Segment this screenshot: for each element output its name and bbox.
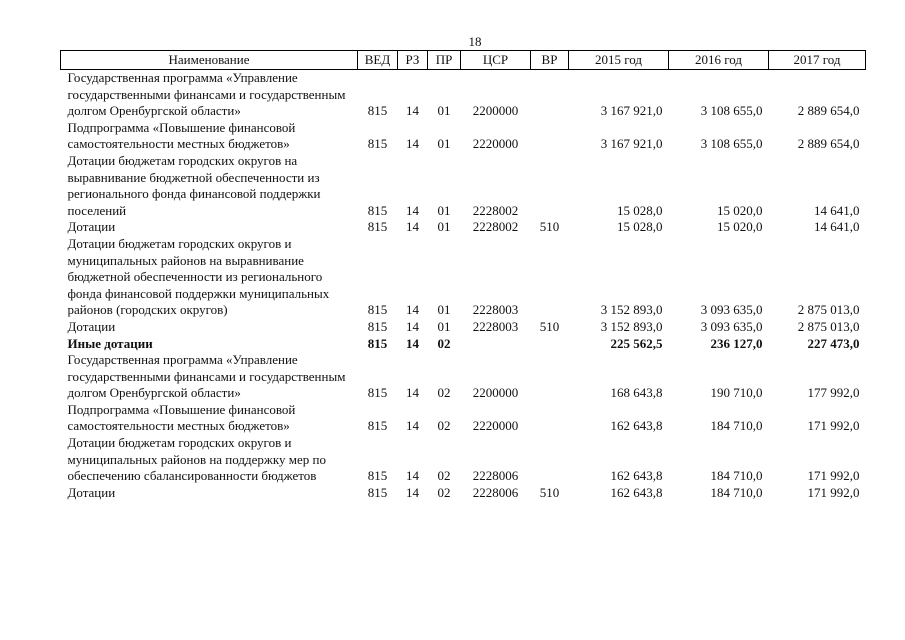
- cell-name: Дотации бюджетам городских округов и муниципальных районов на выравнивание бюджетной обеспеченности из регионального фонда финансовой поддержки муниципальных районов (городских округов): [67, 235, 330, 318]
- cell-vr: 510: [539, 318, 560, 334]
- cell-vr: [531, 352, 569, 402]
- cell-2015: 15 028,0: [617, 219, 663, 235]
- cell-csr: 2200000: [472, 385, 519, 401]
- page-number: 18: [468, 34, 482, 49]
- cell-pr: 02: [437, 385, 451, 401]
- cell-rz: 14: [406, 103, 419, 119]
- cell-name: Подпрограмма «Повышение финансовой самостоятельности местных бюджетов»: [67, 401, 296, 434]
- cell-ved: 815: [367, 418, 388, 434]
- header-2015: 2015 год: [569, 51, 669, 70]
- cell-2016: 15 020,0: [717, 202, 763, 218]
- cell-2016: 184 710,0: [710, 468, 763, 484]
- cell-2016: 3 108 655,0: [700, 103, 763, 119]
- header-2017: 2017 год: [769, 51, 866, 70]
- cell-2015: 168 643,8: [610, 385, 663, 401]
- cell-2016: 184 710,0: [710, 484, 763, 500]
- cell-pr: 01: [437, 219, 451, 235]
- cell-2017: 2 889 654,0: [797, 103, 860, 119]
- cell-2015: 3 167 921,0: [600, 103, 663, 119]
- cell-2016: 3 108 655,0: [700, 136, 763, 152]
- cell-name: Государственная программа «Управление государственными финансами и государственным долгом Оренбургской области»: [67, 70, 346, 119]
- table-row: [61, 219, 866, 236]
- cell-ved: 815: [367, 335, 388, 351]
- cell-2015: 162 643,8: [610, 484, 663, 500]
- cell-2017: 2 875 013,0: [797, 318, 860, 334]
- cell-name: Дотации: [67, 484, 116, 500]
- cell-ved: 815: [367, 385, 388, 401]
- cell-pr: 02: [437, 468, 451, 484]
- cell-name: Дотации бюджетам городских округов на выравнивание бюджетной обеспеченности из регионального фонда финансовой поддержки поселений: [67, 152, 321, 218]
- cell-vr: 510: [539, 484, 560, 500]
- cell-ved: 815: [367, 103, 388, 119]
- cell-ved: 815: [367, 302, 388, 318]
- cell-pr: 02: [437, 484, 451, 500]
- table-row: [61, 336, 866, 353]
- cell-2017: 14 641,0: [814, 202, 860, 218]
- header-name: Наименование: [61, 51, 358, 70]
- cell-pr: 01: [437, 202, 451, 218]
- cell-csr: 2200000: [472, 103, 519, 119]
- cell-vr: [531, 153, 569, 219]
- table-row: [61, 402, 866, 435]
- header-rz: РЗ: [398, 51, 428, 70]
- cell-name: Иные дотации: [67, 335, 153, 351]
- table-header-row: [61, 51, 866, 70]
- cell-ved: 815: [367, 202, 388, 218]
- table-row: [61, 319, 866, 336]
- cell-2017: 171 992,0: [807, 418, 860, 434]
- cell-2015: 162 643,8: [610, 468, 663, 484]
- cell-csr: [461, 336, 531, 353]
- cell-vr: [531, 70, 569, 120]
- cell-vr: [531, 402, 569, 435]
- cell-rz: 14: [406, 302, 419, 318]
- table-row: [61, 236, 866, 319]
- cell-name: Дотации: [67, 219, 116, 235]
- cell-pr: 01: [437, 103, 451, 119]
- cell-2017: 2 875 013,0: [797, 302, 860, 318]
- cell-ved: 815: [367, 219, 388, 235]
- cell-csr: 2228006: [472, 468, 519, 484]
- table-row: [61, 485, 866, 502]
- cell-pr: 01: [437, 302, 451, 318]
- cell-2017: 227 473,0: [807, 335, 860, 351]
- cell-name: Дотации: [67, 318, 116, 334]
- cell-2016: 190 710,0: [710, 385, 763, 401]
- cell-vr: [531, 236, 569, 319]
- cell-2017: 171 992,0: [807, 484, 860, 500]
- cell-2015: 162 643,8: [610, 418, 663, 434]
- cell-rz: 14: [406, 202, 419, 218]
- cell-vr: 510: [539, 219, 560, 235]
- cell-pr: 02: [437, 418, 451, 434]
- cell-csr: 2228002: [472, 219, 519, 235]
- cell-2015: 15 028,0: [617, 202, 663, 218]
- cell-csr: 2220000: [472, 136, 519, 152]
- header-csr: ЦСР: [461, 51, 531, 70]
- cell-rz: 14: [406, 136, 419, 152]
- cell-vr: [531, 336, 569, 353]
- cell-2017: 2 889 654,0: [797, 136, 860, 152]
- cell-rz: 14: [406, 385, 419, 401]
- header-2016: 2016 год: [669, 51, 769, 70]
- cell-rz: 14: [406, 318, 419, 334]
- cell-rz: 14: [406, 468, 419, 484]
- cell-2016: 3 093 635,0: [700, 302, 763, 318]
- cell-2016: 15 020,0: [717, 219, 763, 235]
- cell-rz: 14: [406, 418, 419, 434]
- table-row: [61, 435, 866, 485]
- cell-2015: 3 167 921,0: [600, 136, 663, 152]
- cell-2016: 184 710,0: [710, 418, 763, 434]
- table-row: [61, 352, 866, 402]
- cell-ved: 815: [367, 136, 388, 152]
- header-pr: ПР: [428, 51, 461, 70]
- cell-ved: 815: [367, 468, 388, 484]
- cell-csr: 2228002: [472, 202, 519, 218]
- cell-2015: 3 152 893,0: [600, 318, 663, 334]
- cell-vr: [531, 435, 569, 485]
- cell-vr: [531, 120, 569, 153]
- table-body: [61, 70, 866, 502]
- cell-rz: 14: [406, 219, 419, 235]
- table-row: [61, 153, 866, 219]
- cell-csr: 2228003: [472, 302, 519, 318]
- cell-pr: 01: [437, 136, 451, 152]
- cell-2017: 14 641,0: [814, 219, 860, 235]
- cell-rz: 14: [406, 335, 419, 351]
- cell-rz: 14: [406, 484, 419, 500]
- cell-2016: 236 127,0: [710, 335, 763, 351]
- table-row: [61, 120, 866, 153]
- table-row: [61, 70, 866, 120]
- cell-pr: 02: [437, 335, 451, 351]
- cell-2015: 225 562,5: [610, 335, 663, 351]
- cell-name: Подпрограмма «Повышение финансовой самостоятельности местных бюджетов»: [67, 119, 296, 152]
- cell-2017: 177 992,0: [807, 385, 860, 401]
- cell-2017: 171 992,0: [807, 468, 860, 484]
- cell-pr: 01: [437, 318, 451, 334]
- cell-ved: 815: [367, 318, 388, 334]
- cell-2016: 3 093 635,0: [700, 318, 763, 334]
- cell-name: Дотации бюджетам городских округов и муниципальных районов на поддержку мер по обеспечению сбалансированности бюджетов: [67, 435, 326, 484]
- cell-csr: 2228003: [472, 318, 519, 334]
- budget-table: [60, 50, 866, 501]
- cell-name: Государственная программа «Управление государственными финансами и государственным долгом Оренбургской области»: [67, 352, 346, 401]
- cell-2015: 3 152 893,0: [600, 302, 663, 318]
- cell-csr: 2228006: [472, 484, 519, 500]
- header-ved: ВЕД: [358, 51, 398, 70]
- header-vr: ВР: [531, 51, 569, 70]
- cell-csr: 2220000: [472, 418, 519, 434]
- cell-ved: 815: [367, 484, 388, 500]
